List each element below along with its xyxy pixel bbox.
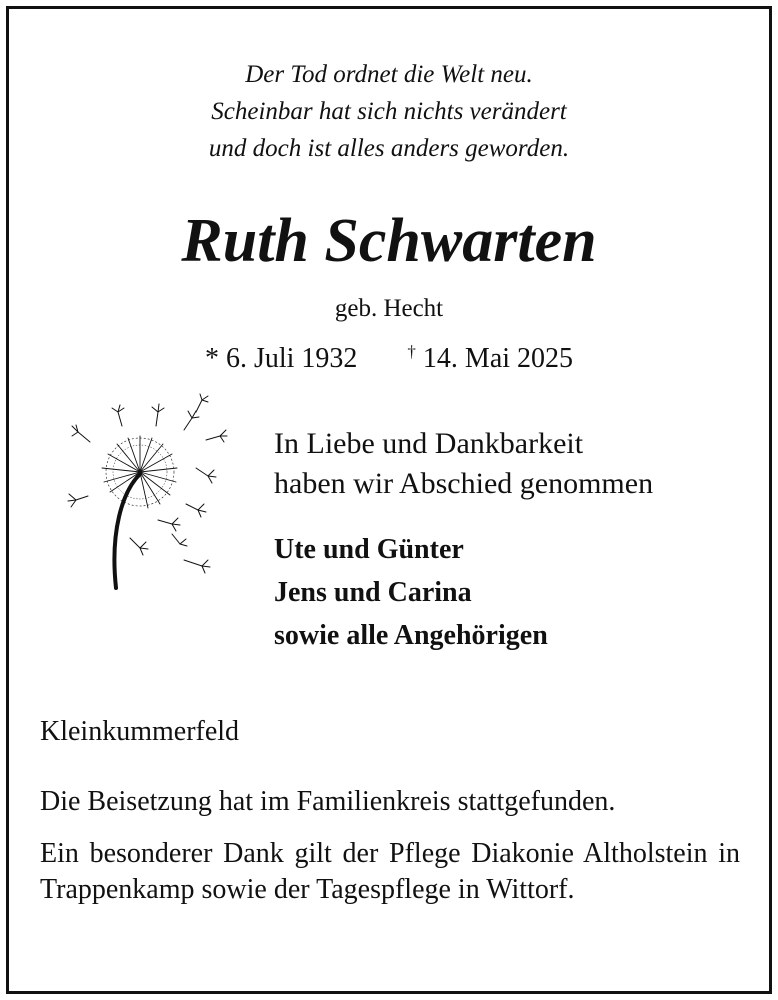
quote-line: Der Tod ordnet die Welt neu. — [245, 61, 533, 88]
death-symbol: † — [407, 342, 416, 361]
birth-date: 6. Juli 1932 — [225, 343, 358, 374]
quote-line: und doch ist alles anders geworden. — [208, 135, 570, 162]
life-dates — [0, 334, 778, 377]
mourner-name: Jens und Carina — [274, 577, 472, 608]
mourner-name: sowie alle Angehörigen — [274, 620, 548, 651]
farewell-line: haben wir Abschied genommen — [274, 467, 654, 500]
farewell-text — [274, 424, 653, 504]
dandelion-icon — [60, 392, 240, 606]
birth-symbol: * — [204, 343, 219, 374]
mourners-list — [274, 528, 548, 657]
place-name: Kleinkummerfeld — [40, 716, 240, 747]
deceased-name: Ruth Schwarten — [181, 207, 597, 275]
death-date: 14. Mai 2025 — [422, 343, 574, 374]
farewell-line: In Liebe und Dankbarkeit — [274, 427, 584, 460]
quote-line: Scheinbar hat sich nichts verändert — [211, 98, 567, 125]
funeral-note: Die Beisetzung hat im Familienkreis stattgefunden. — [40, 786, 616, 817]
opening-quote — [0, 56, 778, 167]
mourner-name: Ute und Günter — [274, 534, 464, 565]
thanks-note: Ein besonderer Dank gilt der Pflege Diakonie Altholstein in Trappenkamp sowie der Tagespflege in Wittorf. — [40, 838, 740, 905]
maiden-name: geb. Hecht — [334, 295, 444, 322]
